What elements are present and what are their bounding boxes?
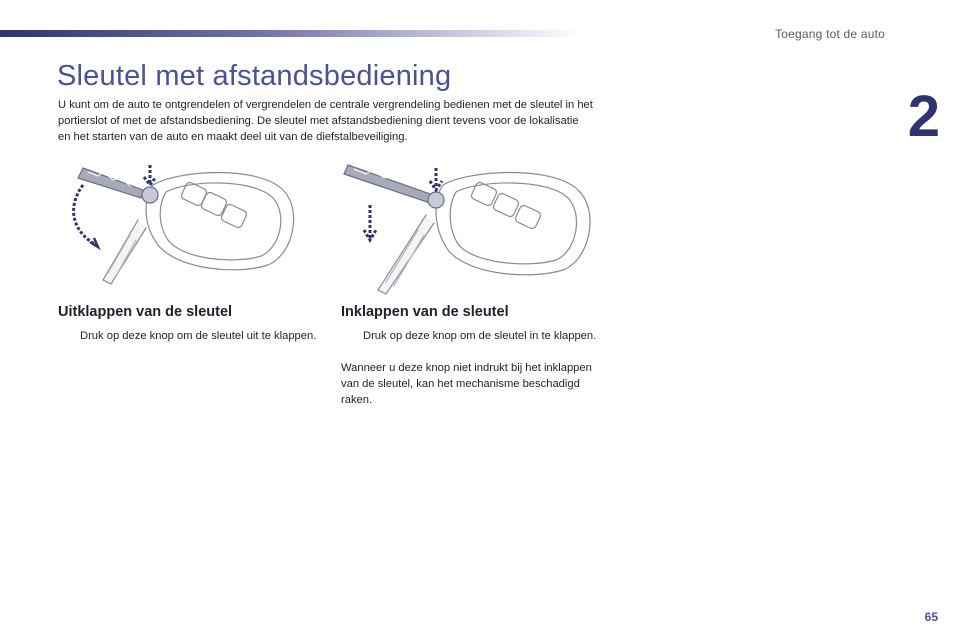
press-arrow-icon [430, 168, 442, 190]
press-arrow-icon [144, 165, 156, 185]
release-button [142, 187, 158, 203]
chapter-number: 2 [907, 84, 940, 149]
fold-instruction [341, 328, 603, 344]
fold-warning-note: Wanneer u deze knop niet indrukt bij het inklappen van de sleutel, kan het mechanisme beschadigd raken. [341, 362, 592, 406]
fold-heading: Inklappen van de sleutel [341, 304, 509, 320]
key-fob-body [146, 173, 294, 270]
fold-instruction-text: Druk op deze knop om de sleutel in te klappen. [363, 330, 597, 342]
key-fold-illustration [338, 150, 608, 295]
header-gradient-bar [0, 30, 580, 37]
release-button [428, 192, 444, 208]
page-number: 65 [924, 610, 938, 624]
unfold-instruction [58, 328, 320, 344]
unfold-heading: Uitklappen van de sleutel [58, 304, 233, 320]
intro-paragraph: U kunt om de auto te ontgrendelen of vergrendelen de centrale vergrendeling bedienen met de sleutel in het portierslot of met de afstandsbediening. De sleutel met afstandsbediening dient tevens voor de lokalisatie en het starten van de auto en maakt deel uit van de diefstalbeveiliging. [58, 99, 593, 143]
key-fob-body [436, 173, 590, 275]
down-arrow-icon [364, 205, 376, 240]
key-unfold-illustration [58, 150, 308, 285]
page-title: Sleutel met afstandsbediening [57, 60, 452, 92]
folded-blade-outline [78, 168, 143, 198]
key-blade [103, 220, 146, 284]
rotate-arrow-icon [74, 185, 96, 245]
unfold-instruction-text: Druk op deze knop om de sleutel uit te klappen. [80, 330, 317, 342]
section-title: Toegang tot de auto [775, 27, 885, 41]
